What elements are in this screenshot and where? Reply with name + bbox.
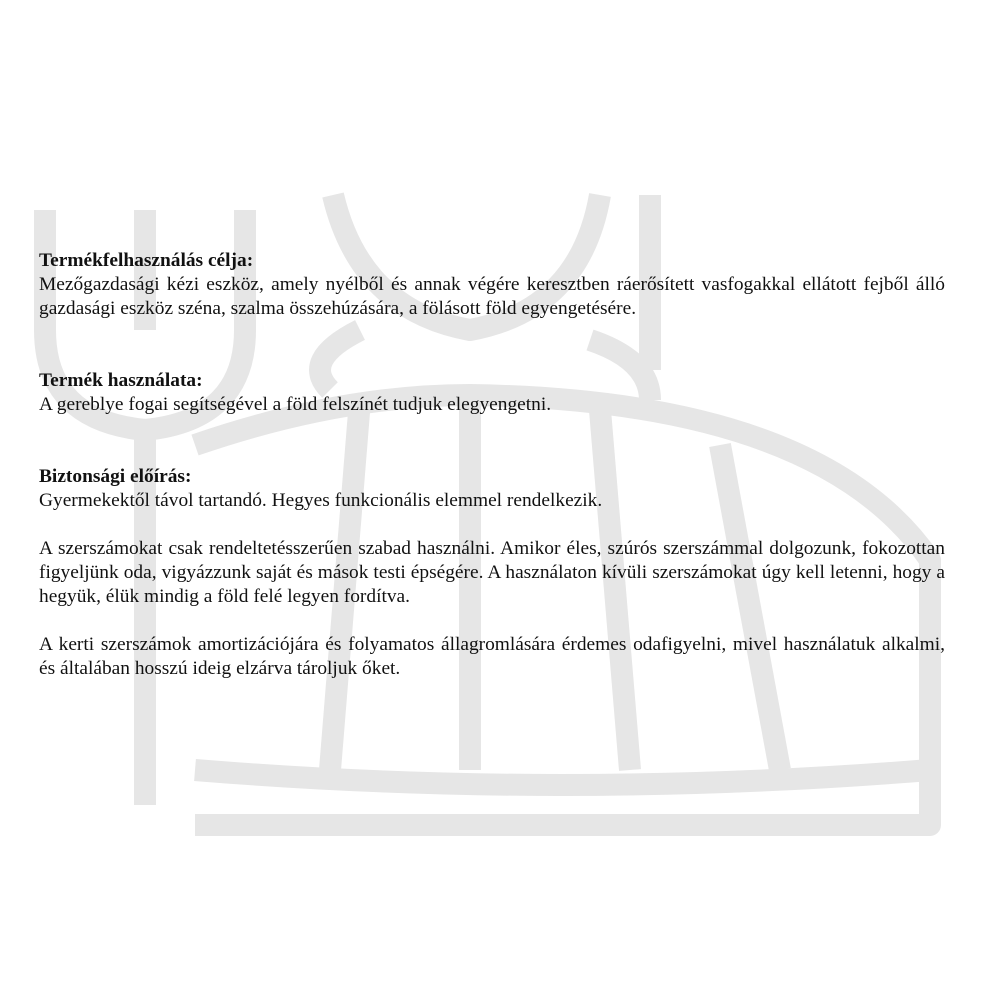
- safety-text-1: Gyermekektől távol tartandó. Hegyes funkcionális elemmel rendelkezik.: [39, 490, 603, 511]
- spacer: [39, 321, 945, 369]
- section-title-purpose: Termékfelhasználás célja:: [39, 250, 254, 271]
- spacer: [39, 609, 945, 633]
- spacer: [39, 513, 945, 537]
- section-title-usage: Termék használata:: [39, 370, 203, 391]
- section-usage: [39, 369, 945, 417]
- purpose-text: Mezőgazdasági kézi eszköz, amely nyélből és annak végére keresztben ráerősített vasfogakkal ellátott fejből álló gazdasági eszköz széna, szalma összehúzására, a fölásott föld egyengetésére.: [39, 274, 945, 319]
- section-safety: [39, 465, 945, 681]
- section-title-safety: Biztonsági előírás:: [39, 466, 192, 487]
- usage-text: A gereblye fogai segítségével a föld felszínét tudjuk elegyengetni.: [39, 394, 552, 415]
- document-body: [39, 249, 945, 681]
- spacer: [39, 417, 945, 465]
- safety-text-2: A szerszámokat csak rendeltetésszerűen szabad használni. Amikor éles, szúrós szerszámmal dolgozunk, fokozottan figyeljünk oda, vigyázzunk saját és mások testi épségére. A használaton kívüli szerszámokat úgy kell letenni, hogy a hegyük, élük mindig a föld felé legyen fordítva.: [39, 538, 945, 607]
- section-purpose: [39, 249, 945, 321]
- safety-text-3: A kerti szerszámok amortizációjára és folyamatos állagromlására érdemes odafigyelni, mivel használatuk alkalmi, és általában hosszú ideig elzárva tároljuk őket.: [39, 634, 945, 679]
